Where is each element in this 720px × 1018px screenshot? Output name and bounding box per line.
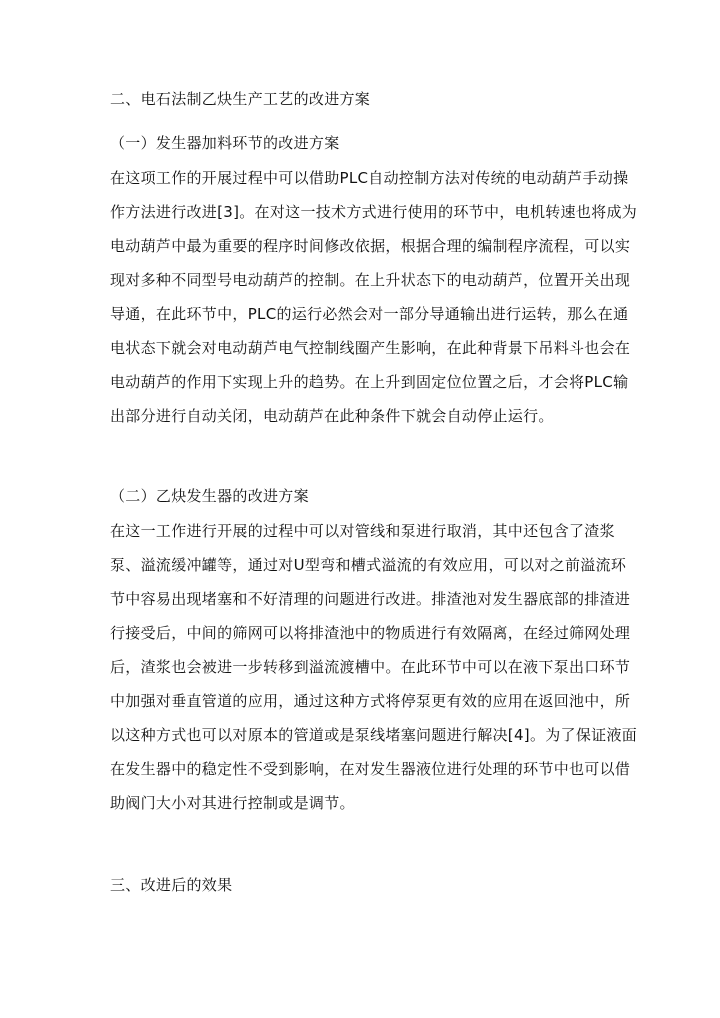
paragraph-1-line: 电动葫芦的作用下实现上升的趋势。在上升到固定位位置之后，才会将PLC输 <box>110 373 629 391</box>
paragraph-1-line: 电动葫芦中最为重要的程序时间修改依据，根据合理的编制程序流程，可以实 <box>110 237 631 255</box>
subsection-1-title: （一）发生器加料环节的改进方案 <box>110 134 340 152</box>
paragraph-2-line: 以这种方式也可以对原本的管道或是泵线堵塞问题进行解决[4]。为了保证液面 <box>110 726 638 744</box>
paragraph-2-line: 助阀门大小对其进行控制或是调节。 <box>110 794 355 812</box>
paragraph-2-line: 中加强对垂直管道的应用，通过这种方式将停泵更有效的应用在返回池中，所 <box>110 692 631 710</box>
paragraph-2-line: 行接受后，中间的筛网可以将排渣池中的物质进行有效隔离，在经过筛网处理 <box>110 624 631 642</box>
paragraph-2-line: 在发生器中的稳定性不受到影响，在对发生器液位进行处理的环节中也可以借 <box>110 760 631 778</box>
paragraph-1 <box>110 161 638 433</box>
paragraph-2-line: 泵、溢流缓冲罐等，通过对U型弯和槽式溢流的有效应用，可以对之前溢流环 <box>110 556 627 574</box>
paragraph-1-line: 导通，在此环节中，PLC的运行必然会对一部分导通输出进行运转，那么在通 <box>110 305 629 323</box>
paragraph-1-line: 作方法进行改进[3]。在对这一技术方式进行使用的环节中，电机转速也将成为 <box>110 203 638 221</box>
section-2-title: 二、电石法制乙炔生产工艺的改进方案 <box>110 90 371 108</box>
paragraph-1-line: 出部分进行自动关闭，电动葫芦在此种条件下就会自动停止运行。 <box>110 407 554 425</box>
paragraph-2-line: 后，渣浆也会被进一步转移到溢流渡槽中。在此环节中可以在液下泵出口环节 <box>110 658 631 676</box>
paragraph-1-line: 电状态下就会对电动葫芦电气控制线圈产生影响，在此种背景下吊料斗也会在 <box>110 339 631 357</box>
paragraph-2 <box>110 514 638 820</box>
paragraph-2-line: 在这一工作进行开展的过程中可以对管线和泵进行取消，其中还包含了渣浆 <box>110 522 615 540</box>
section-3-title: 三、改进后的效果 <box>110 876 233 894</box>
paragraph-1-line: 在这项工作的开展过程中可以借助PLC自动控制方法对传统的电动葫芦手动操 <box>110 169 629 187</box>
paragraph-2-line: 节中容易出现堵塞和不好清理的问题进行改进。排渣池对发生器底部的排渣进 <box>110 590 631 608</box>
paragraph-1-line: 现对多种不同型号电动葫芦的控制。在上升状态下的电动葫芦，位置开关出现 <box>110 271 631 289</box>
subsection-2-title: （二）乙炔发生器的改进方案 <box>110 487 309 505</box>
